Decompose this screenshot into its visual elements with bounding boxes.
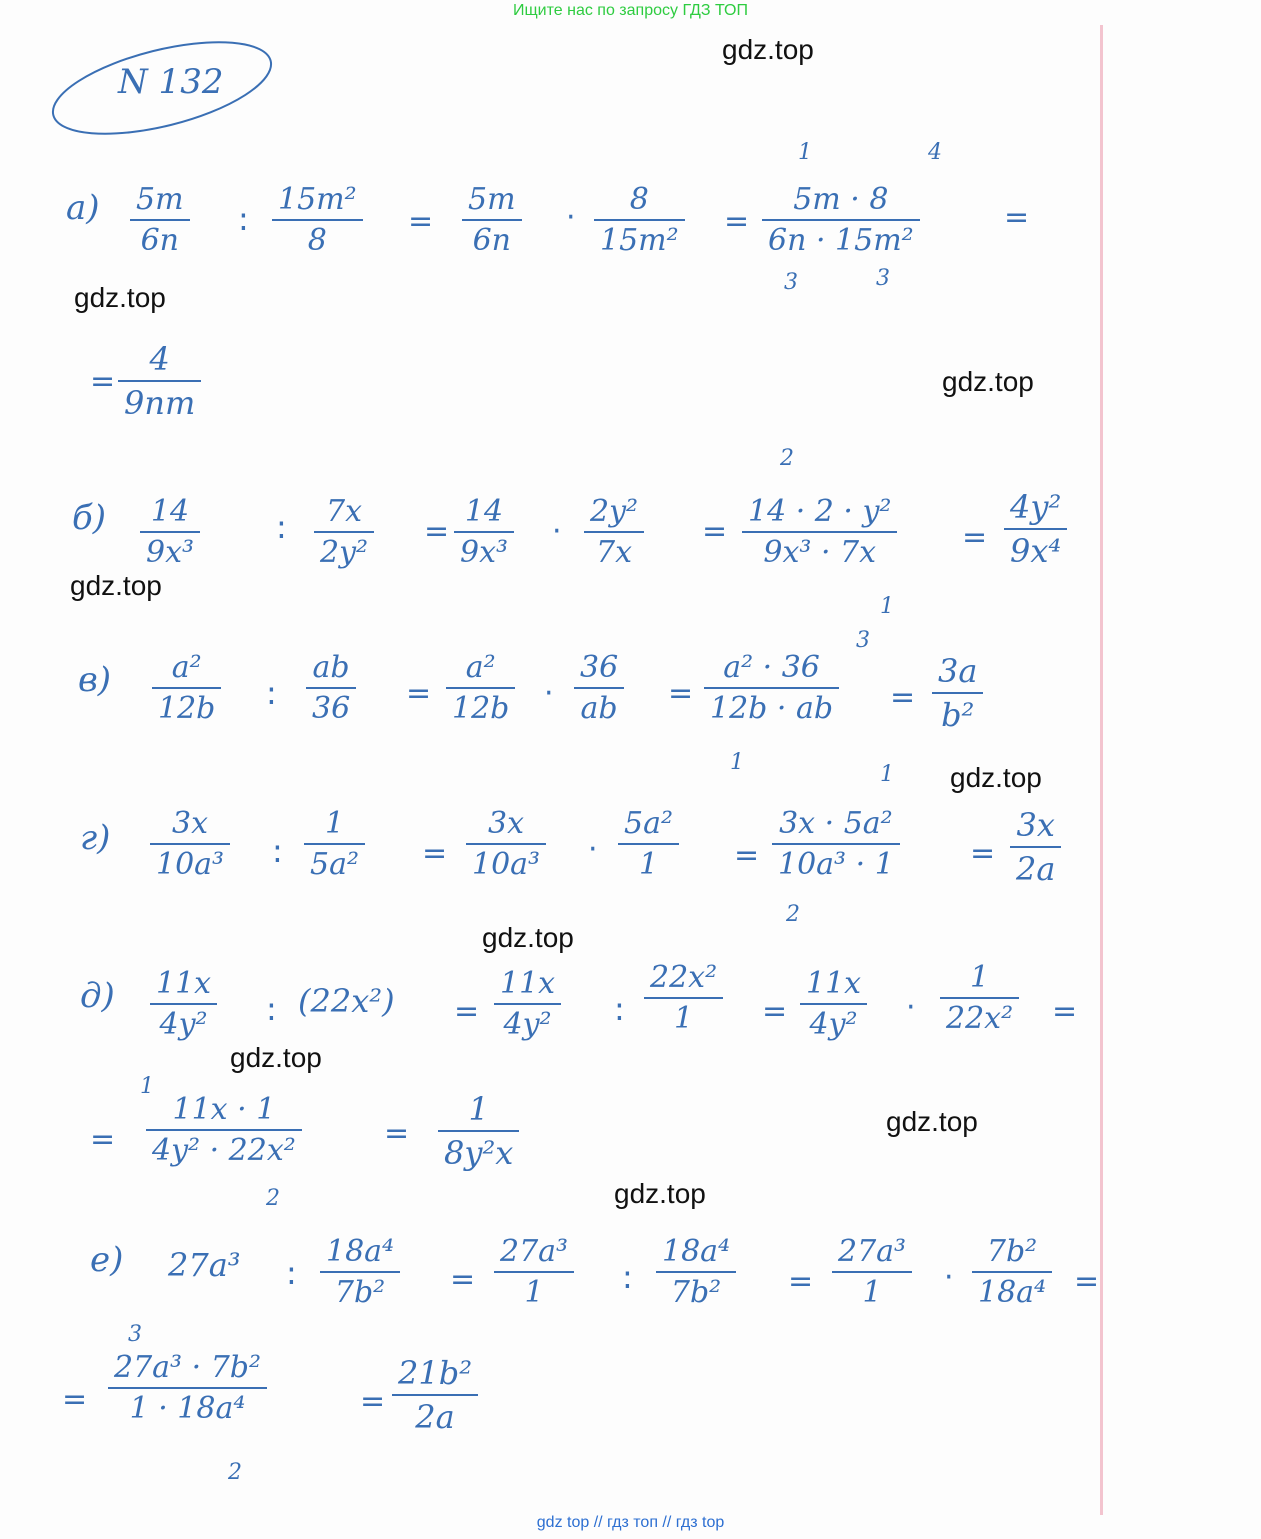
multiply-sign: · — [566, 200, 576, 235]
fraction: $\frac{\text{27a³}}{1}$ — [494, 1234, 574, 1310]
fraction: $\frac{3x}{\text{10a³}}$ — [466, 806, 546, 882]
equals-sign: = — [422, 836, 448, 871]
equals-sign: = — [62, 1382, 88, 1417]
equals-sign: = — [702, 514, 728, 549]
divide-sign: : — [272, 832, 283, 870]
equals-sign: = — [1074, 1264, 1100, 1299]
watermark: gdz.top — [482, 922, 574, 953]
divide-sign: : — [276, 508, 287, 546]
equals-sign: = — [788, 1264, 814, 1299]
fraction: $\frac{\text{a²}}{12b}$ — [152, 650, 221, 726]
equals-sign: = — [454, 994, 480, 1029]
cancel-note: 3 — [784, 270, 798, 295]
watermark: gdz.top — [886, 1106, 978, 1137]
cancel-note: 2 — [266, 1186, 280, 1211]
fraction: $\frac{5m}{6n}$ — [462, 182, 522, 258]
cancel-note: 1 — [730, 750, 744, 775]
divide-sign: : — [614, 990, 625, 1028]
multiply-sign: · — [588, 832, 598, 867]
fraction: $\frac{11x}{\text{4y²}}$ — [494, 966, 561, 1042]
watermark: gdz.top — [230, 1042, 322, 1073]
fraction: $\frac{11x \cdot 1}{\text{4y² · 22x²}}$ — [146, 1092, 302, 1168]
equals-sign: = — [384, 1116, 410, 1151]
result-fraction: $\frac{1}{\text{8y²x}}$ — [438, 1090, 519, 1172]
parenthesized-term: (22x²) — [298, 982, 395, 1020]
divide-sign: : — [286, 1254, 297, 1292]
equals-sign: = — [668, 676, 694, 711]
fraction: $\frac{11x}{\text{4y²}}$ — [800, 966, 867, 1042]
cancel-note: 2 — [786, 902, 800, 927]
multiply-sign: · — [944, 1260, 954, 1295]
multiply-sign: · — [552, 514, 562, 549]
divide-sign: : — [266, 674, 277, 712]
equals-sign: = — [762, 994, 788, 1029]
fraction: $\frac{\text{18a⁴}}{\text{7b²}}$ — [320, 1234, 400, 1310]
fraction: $\frac{5m}{6n}$ — [130, 182, 190, 258]
fraction: $\frac{36}{ab}$ — [574, 650, 624, 726]
multiply-sign: · — [544, 676, 554, 711]
part-label-g: г) — [80, 818, 111, 858]
part-label-d: д) — [80, 976, 115, 1016]
watermark: gdz.top — [950, 762, 1042, 793]
divide-sign: : — [266, 990, 277, 1028]
fraction: $\frac{\text{5a²}}{1}$ — [618, 806, 679, 882]
footer-links[interactable]: gdz top // гдз топ // гдз top — [536, 1514, 725, 1531]
fraction: $\frac{7x}{\text{2y²}}$ — [314, 494, 374, 570]
fraction: $\frac{14}{\text{9x³}}$ — [454, 494, 514, 570]
cancel-note: 3 — [876, 266, 890, 291]
cancel-note: 3 — [128, 1322, 142, 1347]
fraction: $\frac{\text{a² · 36}}{12b \cdot ab}$ — [704, 650, 839, 726]
fraction: $\frac{\text{7b²}}{\text{18a⁴}}$ — [972, 1234, 1052, 1310]
result-fraction: $\frac{3x}{2a}$ — [1010, 806, 1061, 888]
watermark: gdz.top — [942, 366, 1034, 397]
fraction: $\frac{8}{\text{15m²}}$ — [594, 182, 685, 258]
cancel-note: 1 — [798, 140, 812, 165]
watermark: gdz.top — [70, 570, 162, 601]
equals-sign: = — [90, 1122, 116, 1157]
equals-sign: = — [90, 364, 116, 399]
top-banner[interactable]: Ищите нас по запросу ГДЗ ТОП — [513, 2, 748, 19]
fraction: $\frac{\text{22x²}}{1}$ — [644, 960, 723, 1036]
equals-sign: = — [1004, 200, 1030, 235]
fraction: $\frac{11x}{\text{4y²}}$ — [150, 966, 217, 1042]
cancel-note: 1 — [140, 1074, 154, 1099]
term: 27a³ — [168, 1246, 241, 1284]
equals-sign: = — [724, 204, 750, 239]
fraction: $\frac{\text{18a⁴}}{\text{7b²}}$ — [656, 1234, 736, 1310]
equals-sign: = — [1052, 994, 1078, 1029]
equals-sign: = — [734, 838, 760, 873]
fraction: $\frac{\text{14 · 2 · y²}}{\text{9x³ · 7x}}$ — [742, 494, 897, 570]
equals-sign: = — [450, 1262, 476, 1297]
cancel-note: 1 — [880, 762, 894, 787]
multiply-sign: · — [906, 990, 916, 1025]
result-fraction: $\frac{\text{21b²}}{2a}$ — [392, 1354, 478, 1436]
cancel-note: 1 — [880, 594, 894, 619]
fraction: $\frac{\text{15m²}}{8}$ — [272, 182, 363, 258]
fraction: $\frac{14}{\text{9x³}}$ — [140, 494, 200, 570]
fraction: $\frac{\text{a²}}{12b}$ — [446, 650, 515, 726]
fraction: $\frac{3x}{\text{10a³}}$ — [150, 806, 230, 882]
result-fraction: $\frac{4}{9nm}$ — [118, 340, 201, 422]
part-label-e: е) — [90, 1240, 124, 1280]
fraction: $\frac{\text{2y²}}{7x}$ — [584, 494, 644, 570]
part-label-v: в) — [78, 660, 112, 700]
part-label-b: б) — [72, 498, 107, 538]
problem-title: N 132 — [118, 62, 224, 102]
equals-sign: = — [408, 204, 434, 239]
divide-sign: : — [238, 200, 249, 238]
fraction: $\frac{1}{\text{22x²}}$ — [940, 960, 1019, 1036]
fraction: $\frac{1}{\text{5a²}}$ — [304, 806, 365, 882]
cancel-note: 2 — [780, 446, 794, 471]
fraction: $\frac{\text{27a³ · 7b²}}{\text{1 · 18a⁴}}$ — [108, 1350, 267, 1426]
fraction: $\frac{5m \cdot 8}{\text{6n · 15m²}}$ — [762, 182, 920, 258]
watermark: gdz.top — [614, 1178, 706, 1209]
result-fraction: $\frac{\text{4y²}}{\text{9x⁴}}$ — [1004, 488, 1067, 570]
divide-sign: : — [622, 1258, 633, 1296]
part-label-a: a) — [66, 188, 100, 228]
equals-sign: = — [970, 836, 996, 871]
watermark: gdz.top — [74, 282, 166, 313]
fraction: $\frac{\text{27a³}}{1}$ — [832, 1234, 912, 1310]
equals-sign: = — [406, 676, 432, 711]
cancel-note: 4 — [928, 140, 942, 165]
equals-sign: = — [962, 520, 988, 555]
equals-sign: = — [424, 514, 450, 549]
cancel-note: 3 — [856, 628, 870, 653]
equals-sign: = — [890, 680, 916, 715]
fraction: $\frac{ab}{36}$ — [306, 650, 356, 726]
watermark: gdz.top — [722, 34, 814, 65]
fraction: $\frac{\text{3x · 5a²}}{\text{10a³ · 1}}$ — [772, 806, 900, 882]
equals-sign: = — [360, 1384, 386, 1419]
result-fraction: $\frac{3a}{\text{b²}}$ — [932, 652, 983, 734]
cancel-note: 2 — [228, 1460, 242, 1485]
